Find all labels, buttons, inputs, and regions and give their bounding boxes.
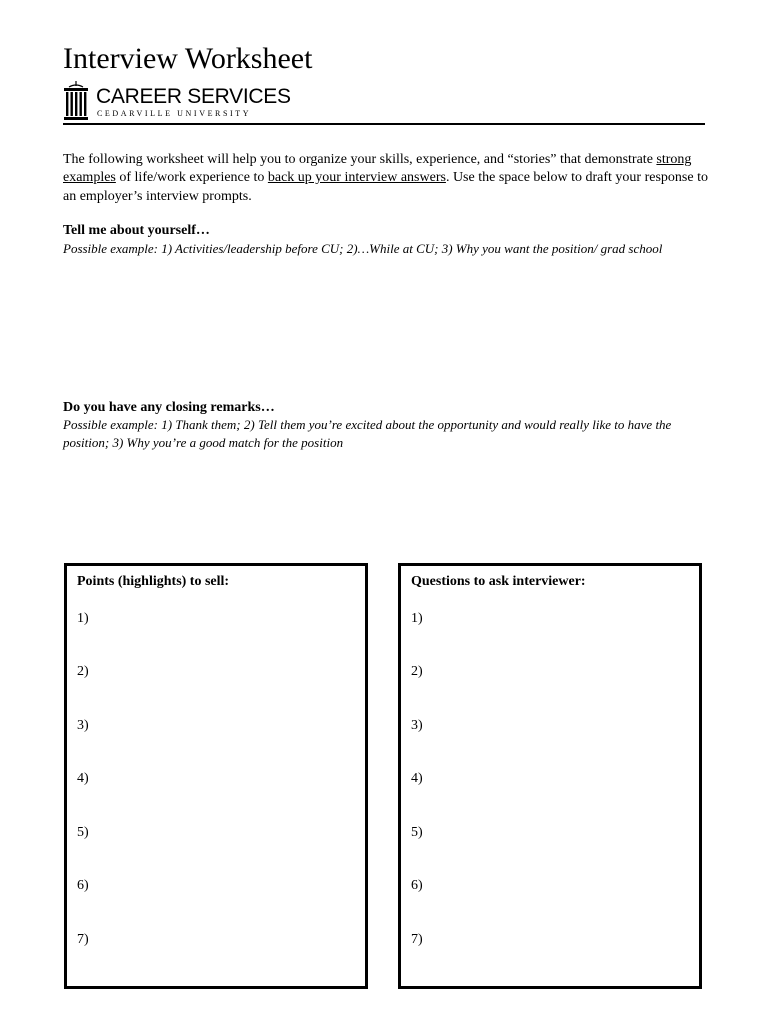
intro-text: The following worksheet will help you to organize your skills, experience, and “stories” that demonstrate [63,152,653,167]
list-item: 1) [411,611,423,626]
question-heading-closing: Do you have any closing remarks… [63,400,275,415]
columns-logo-icon [63,80,89,122]
list-item: 7) [411,932,423,947]
list-item: 4) [77,771,89,786]
list-item: 6) [411,878,423,893]
list-item: 1) [77,611,89,626]
box-title: Questions to ask interviewer: [411,574,586,589]
list-item: 5) [411,825,423,840]
question-example-tell-me: Possible example: 1) Activities/leadership before CU; 2)…While at CU; 3) Why you want the position/ grad school [63,241,663,256]
list-item: 3) [77,718,89,733]
list-item: 4) [411,771,423,786]
question-example-closing: Possible example: 1) Thank them; 2) Tell them you’re excited about the opportunity and would really like to have the position; 3) Why you’re a good match for the position [63,417,672,450]
intro-underline-strong: strong [656,152,692,167]
points-to-sell-box [64,563,368,989]
list-item: 2) [77,664,89,679]
intro-text: of life/work experience to [115,170,268,186]
list-item: 5) [77,825,89,840]
box-title: Points (highlights) to sell: [77,574,230,589]
page-title: Interview Worksheet [63,42,313,75]
intro-underline-examples: examples [63,170,116,186]
intro-text: . Use the space below to draft your response to an employer’s interview prompts. [63,170,708,204]
list-item: 7) [77,932,89,947]
career-services-logo [63,80,323,124]
intro-underline-answers: back up your interview answers [267,170,446,186]
header-divider [63,123,705,125]
logo-subtitle: CEDARVILLE UNIVERSITY [97,109,252,118]
list-item: 2) [411,664,423,679]
list-item: 3) [411,718,423,733]
list-item: 6) [77,878,89,893]
question-heading-tell-me: Tell me about yourself… [63,223,210,238]
questions-to-ask-box [398,563,702,989]
intro-paragraph [63,151,708,206]
logo-name: CAREER SERVICES [96,85,291,108]
